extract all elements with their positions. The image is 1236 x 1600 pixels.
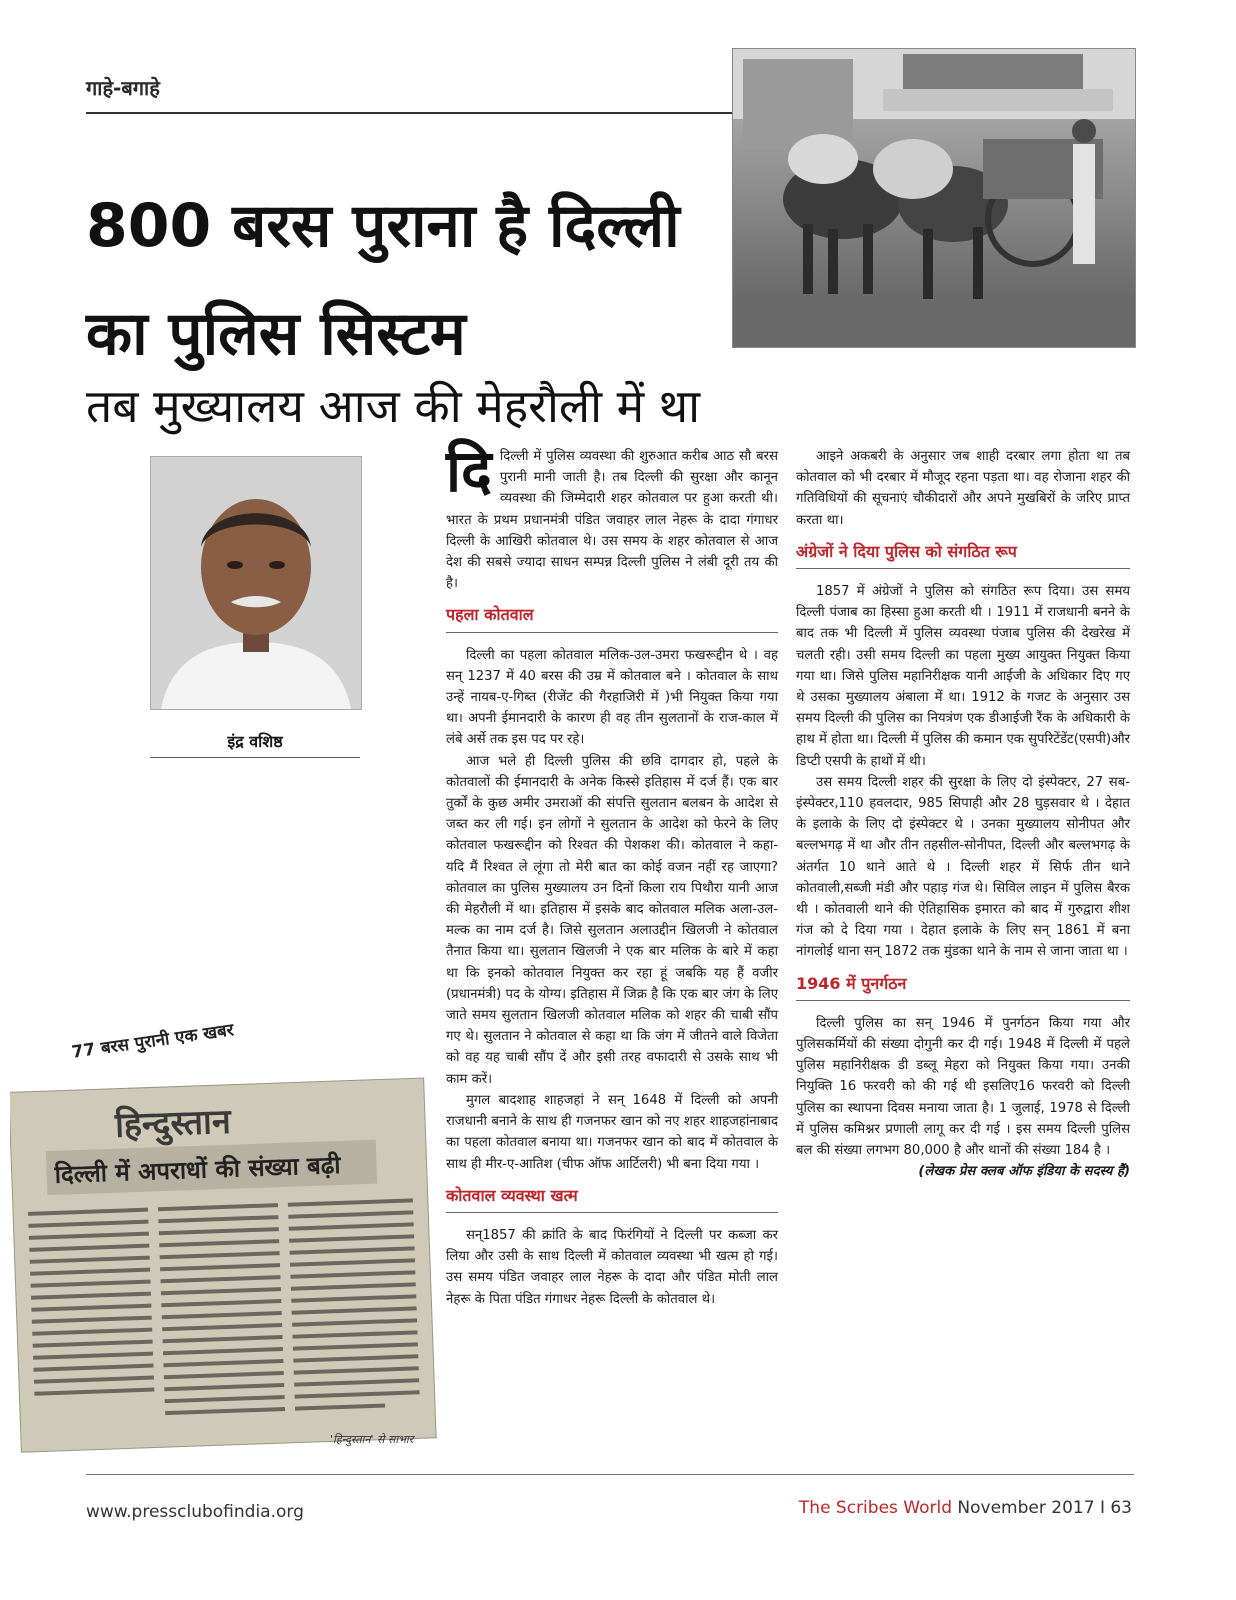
section-label: गाहे-बगाहे [86,76,160,100]
footer-rule [86,1474,1134,1475]
footer-page-number: 63 [1110,1498,1132,1518]
paragraph-2: आज भले ही दिल्ली पुलिस की छवि दागदार हो, पहले के कोतवालों की ईमानदारी के अनेक किस्से इतिहास में दर्ज हैं। एक बार तुर्कों के कुछ अमीर उमराओं की संपत्ति सुलतान बलबन के आदेश से जब्त कर ली गई। इन लोगों ने सुलतान के आदेश को फेरने के लिए कोतवाल फखरूद्दीन को रिश्वत की पेशकश की। कोतवाल ने कहा- यदि मैं रिश्वत ले लूंगा तो मेरी बात का कोई वजन नहीं रह जाएगा? कोतवाल का पुलिस मुख्यालय उन दिनों किला राय पिथौरा यानी आज की मेहरौली में था। इतिहास में इसके बाद कोतवाल मलिक अला-उल-मल्क का नाम दर्ज है। जिसे सुलतान अलाउद्दीन खिलजी ने कोतवाल तैनात किया था। सुलतान खिलजी ने एक बार मलिक के बारे में कहा था कि इनको कोतवाल नियुक्त कर रहा हूं जबकि यह हैं वजीर (प्रधानमंत्री) पद के योग्य। इतिहास में जिक्र है कि एक बार जंग के लिए जाते समय सुलतान खिलजी कोतवाल मलिक को शहर की चाबी सौंप गए थे। सुलतान ने कोतवाल से कहा था कि जंग में जीतने वाले विजेता को वह यह चाबी सौंप दें और इसी तरह वफादारी से उसके साथ भी काम करें। [446,753,778,1087]
intro-text: दिल्ली में पुलिस व्यवस्था की शुरुआत करीब आठ सौ बरस पुरानी मानी जाती है। तब दिल्ली की सुरक्षा और कानून व्यवस्था की जिम्मेदारी शहर कोतवाल पर हुआ करती थी। भारत के प्रथम प्रधानमंत्री पंडित जवाहर लाल नेहरू के दादा गंगाधर दिल्ली के आखिरी कोतवाल थे। उस समय के शहर कोतवाल से आज देश की सबसे ज्यादा साधन सम्पन्न दिल्ली पुलिस ने लंबी दूरी तय की है। [446,449,778,592]
dropcap: दि [446,437,492,505]
author-portrait [151,457,361,709]
heading-first-kotwal: पहला कोतवाल [446,604,778,632]
footer-issue-date: November 2017 [957,1498,1095,1518]
paragraph-1: दिल्ली का पहला कोतवाल मलिक-उल-उमरा फखरूद्दीन थे । वह सन् 1237 में 40 बरस की उम्र में कोतवाल बने । कोतवाल के साथ उन्हें नायब-ए-गिब्त (रीजेंट की गैरहाजिरी में )भी नियुक्त किया गया था। अपनी ईमानदारी के कारण ही वह तीन सुलतानों के राज-काल में लंबे अर्से तक इस पद पर रहे। [446,647,778,748]
article-column-1 [446,437,778,1310]
heading-british-organised: अंग्रेजों ने दिया पुलिस को संगठित रूप [796,541,1130,569]
clipping-image [10,1065,440,1460]
paragraph-7: उस समय दिल्ली शहर की सुरक्षा के लिए दो इंस्पेक्टर, 27 सब-इंस्पेक्टर,110 हवलदार, 985 सिपाही और 28 घुड़सवार थे । देहात के इलाके के लिए दो इंस्पेक्टर थे । उनका मुख्यालय सोनीपत और बल्लभगढ़ में था और तीन तहसील-सोनीपत, दिल्ली और बल्लभगढ़ के अंतर्गत 10 थाने आते थे । दिल्ली शहर में सिर्फ तीन थाने कोतवाली,सब्जी मंडी और पहाड़ गंज थे। सिविल लाइन में पुलिस बैरक थी । कोतवाली थाने की ऐतिहासिक इमारत को बाद में गुरुद्वारा शीश गंज को दे दिया गया । देहात इलाके के लिए सन् 1861 में बना नांगलोई थाना सन् 1872 तक मुंडका थाने के नाम से जाना जाता था । [796,774,1130,960]
top-rule [86,112,734,114]
headline [86,172,736,388]
author-photo [150,456,362,710]
paragraph-3: मुगल बादशाह शाहजहां ने सन् 1648 में दिल्ली को अपनी राजधानी बनाने के साथ ही गजनफर खान को नए शहर शाहजहांनाबाद का पहला कोतवाल बनाया था। गजनफर खान को बाद में कोतवाल के साथ ही मीर-ए-आतिश (चीफ ऑफ आर्टिलरी) भी बना दिया गया । [446,1092,778,1172]
author-note: (लेखक प्रेस क्लब ऑफ इंडिया के सदस्य हैं) [918,1164,1130,1180]
paragraph-8: दिल्ली पुलिस का सन् 1946 में पुनर्गठन किया गया और पुलिसकर्मियों की संख्या दोगुनी कर दी गई। 1948 में दिल्ली में पहले पुलिस महानिरीक्षक डी डब्लू मेहरा को नियुक्त किया गया। उनकी नियुक्ति 16 फरवरी को की गई थी इसलिए16 फरवरी को दिल्ली पुलिस का स्थापना दिवस मनाया जाता है। 1 जुलाई, 1978 से दिल्ली में पुलिस कमिश्नर प्रणाली लागू कर दी गई । इस समय दिल्ली पुलिस बल की संख्या लगभग 80,000 है और थानों की संख्या 184 है । [796,1015,1130,1159]
article-column-2 [796,446,1130,1183]
clipping-headline: दिल्ली में अपराधों की संख्या बढ़ी [54,1150,341,1189]
footer-separator: I [1099,1498,1105,1518]
heading-kotwal-system-ends: कोतवाल व्यवस्था खत्म [446,1185,778,1213]
paragraph-6: 1857 में अंग्रेजों ने पुलिस को संगठित रूप दिया। उस समय दिल्ली पंजाब का हिस्सा हुआ करती थी । 1911 में राजधानी बनने के बाद तक भी दिल्ली में पुलिस व्यवस्था पंजाब पुलिस की देखरेख में चलती रही। उसी समय दिल्ली का पहला मुख्य आयुक्त नियुक्त किया गया था। जिसे पुलिस महानिरीक्षक यानी आईजी के अधिकार दिए गए थे उसका मुख्यालय अंबाला में था। 1912 के गजट के अनुसार उस समय दिल्ली की पुलिस का नियत्रंण एक डीआईजी रैंक के अधिकारी के हाथ में होता था। दिल्ली में पुलिस की कमान एक सुपरिटेंडेंट(एसपी)और डिप्टी एसपी के हाथों में थी। [796,584,1130,769]
clipping-masthead: हिन्दुस्तान [114,1101,232,1146]
newspaper-clipping [10,1065,440,1460]
headline-line-1: 800 बरस पुराना है दिल्ली [86,191,680,261]
subheadline: तब मुख्यालय आज की मेहरौली में था [86,379,701,433]
footer-url[interactable]: www.pressclubofindia.org [86,1502,304,1522]
historic-photo-illustration [733,49,1135,347]
clipping-credit: 'हिन्दुस्तान' से साभार [330,1433,414,1446]
historic-photo [732,48,1136,348]
intro-paragraph [446,437,778,594]
author-name: इंद्र वशिष्ठ [227,732,283,751]
clipping-caption: 77 बरस पुरानी एक खबर [70,1020,235,1063]
paragraph-5: आइने अकबरी के अनुसार जब शाही दरबार लगा होता था तब कोतवाल को भी दरबार में मौजूद रहना पड़ता था। वह रोजाना शहर की गतिविधियों की सूचनाएं चौकीदारों और अपने मुखबिरों के जरिए प्राप्त करता था। [796,449,1130,528]
footer-brand: The Scribes World [798,1498,953,1518]
headline-line-2: का पुलिस सिस्टम [86,299,466,369]
footer-issue [799,1498,1132,1518]
heading-reorganisation-1946: 1946 में पुनर्गठन [796,973,1130,1001]
paragraph-4: सन्1857 की क्रांति के बाद फिरंगियों ने दिल्ली पर कब्जा कर लिया और उसी के साथ दिल्ली में कोतवाल व्यवस्था भी खत्म हो गई। उस समय पंडित जवाहर लाल नेहरू के दादा और पंडित मोती लाल नेहरू के पिता पंडित गंगाधर नेहरू दिल्ली के कोतवाल थे। [446,1227,778,1307]
author-rule [150,757,360,758]
